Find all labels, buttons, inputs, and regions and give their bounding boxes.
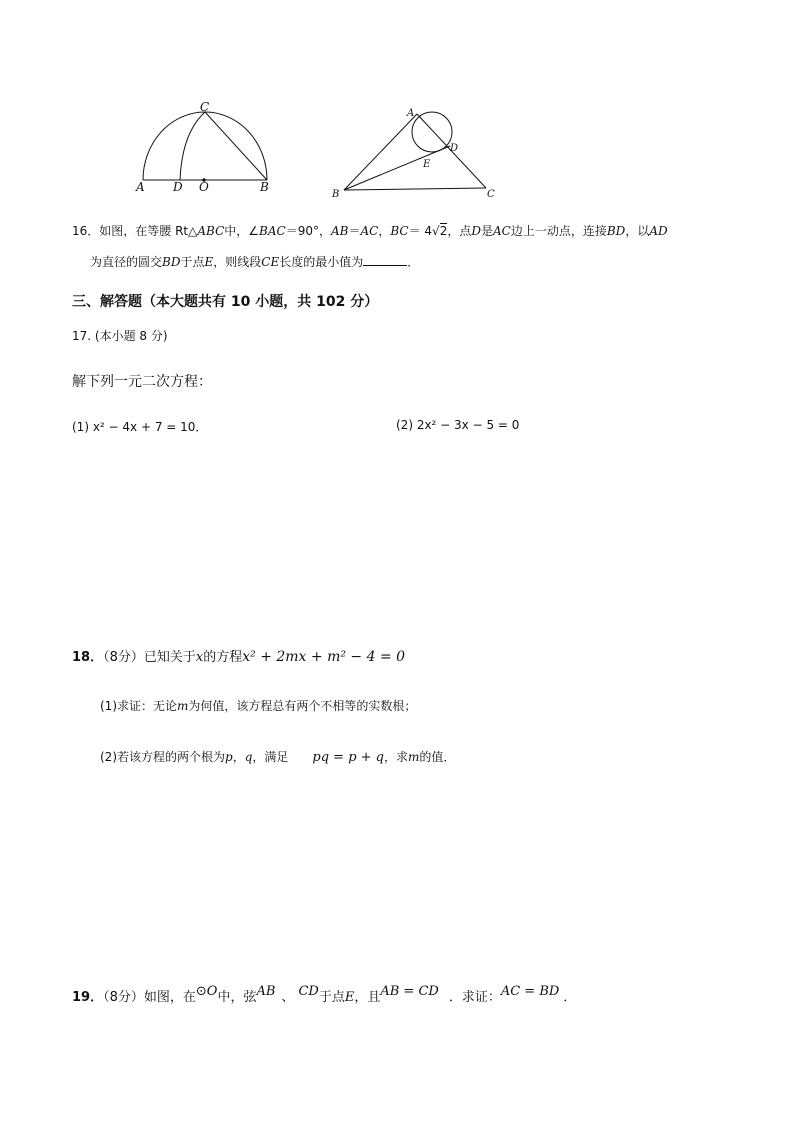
label-C: C bbox=[487, 189, 495, 200]
label-A: A bbox=[407, 108, 415, 119]
q18-condition: pq = p + q bbox=[312, 750, 385, 765]
label-D: D bbox=[173, 180, 183, 194]
q18-sub1: (1)求证：无论m为何值，该方程总有两个不相等的实数根； bbox=[100, 699, 417, 713]
label-D: D bbox=[450, 143, 459, 154]
q18-sub2: (2)若该方程的两个根为p，q，满足 pq = p + q，求m的值． bbox=[100, 750, 456, 765]
q19-line: 19．（8分）如图，在⊙O中，弦AB 、 CD于点E，且AB = CD ．求证：AC = BD ． bbox=[72, 984, 577, 1005]
q17-instruction: 解下列一元二次方程： bbox=[72, 374, 212, 390]
label-A: A bbox=[136, 180, 145, 194]
q17-part1: (1) x² − 4x + 7 = 10． bbox=[72, 420, 208, 434]
section-title: 三、解答题（本大题共有 10 小题，共 102 分） bbox=[72, 294, 379, 310]
sqrt-sign: √ bbox=[432, 224, 440, 238]
q17-part2: (2) 2x² − 3x − 5 = 0 bbox=[396, 418, 520, 432]
label-B: B bbox=[332, 189, 340, 200]
q16-line1: 16．如图，在等腰 Rt△ABC中，∠BAC＝90°，AB＝AC，BC＝ 4√2，点D是AC边上一动点，连接BD，以AD bbox=[72, 224, 668, 238]
q18-equation: x² + 2mx + m² − 4 = 0 bbox=[242, 649, 406, 665]
q18-line: 18．（8分）已知关于x的方程x² + 2mx + m² − 4 = 0 bbox=[72, 649, 406, 665]
q16-line2: 为直径的圆交BD于点E，则线段CE长度的最小值为 ． bbox=[90, 255, 420, 269]
answer-blank[interactable] bbox=[363, 254, 407, 266]
label-E: E bbox=[423, 159, 431, 170]
figure-semicircle bbox=[130, 95, 290, 195]
q17-header: 17. (本小题 8 分) bbox=[72, 329, 168, 343]
label-C: C bbox=[200, 100, 210, 114]
label-O: O bbox=[199, 180, 209, 194]
circle-symbol: ⊙ bbox=[195, 984, 207, 999]
label-B: B bbox=[260, 180, 269, 194]
figure-triangle-circle bbox=[325, 100, 505, 202]
